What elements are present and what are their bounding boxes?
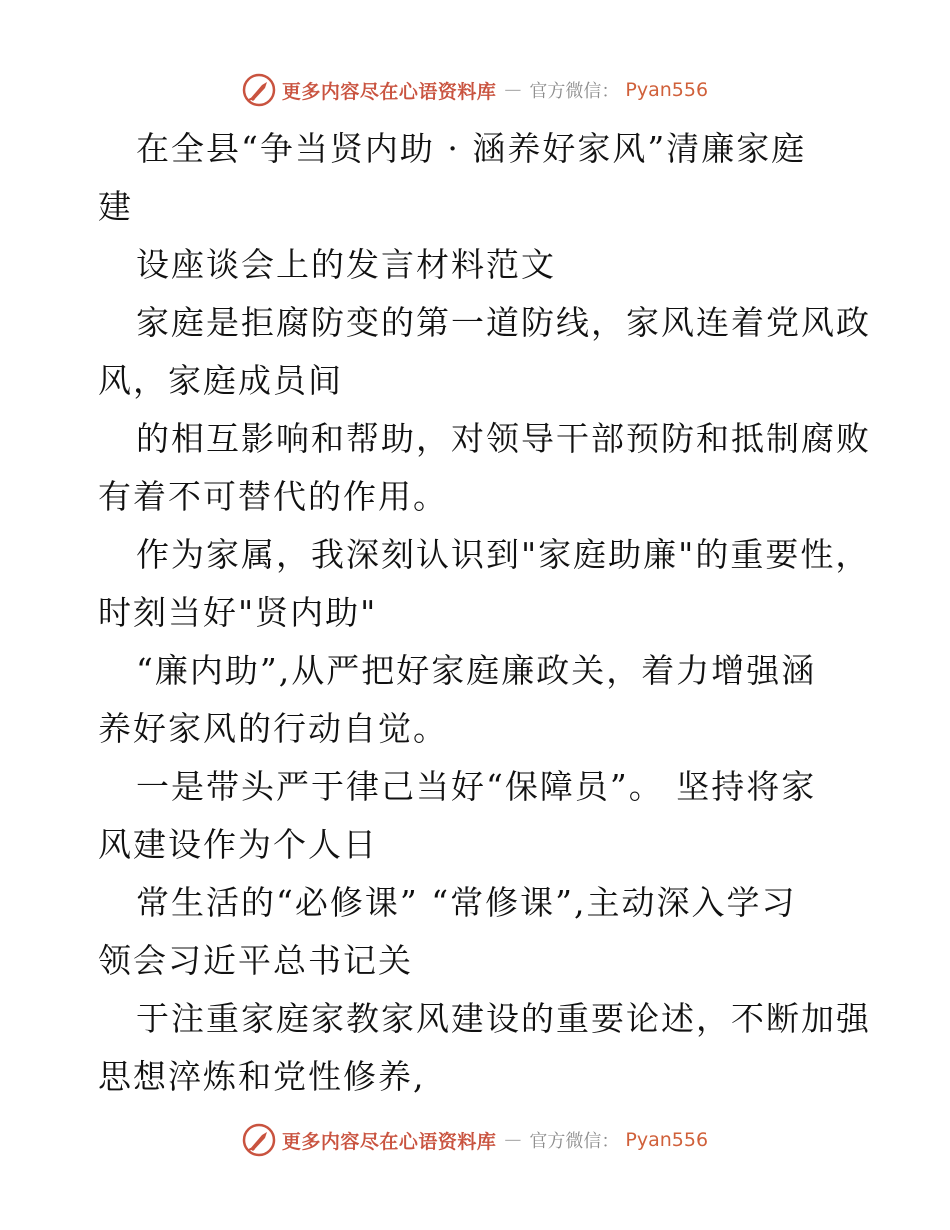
paragraph-line: 风建设作为个人日: [98, 825, 378, 864]
wechat-id: Pyan556: [625, 1129, 709, 1151]
paragraph-line: 思想淬炼和党性修养,: [98, 1057, 426, 1096]
wechat-label: 官方微信：: [529, 1131, 620, 1152]
title-line-3: 设座谈会上的发言材料范文: [136, 245, 556, 284]
paragraph-line: 时刻当好"贤内助": [98, 593, 378, 632]
header-watermark: [0, 70, 950, 110]
brand-separator: —: [504, 80, 522, 100]
paragraph-line: 有着不可替代的作用。: [98, 477, 448, 516]
pen-logo-icon: [242, 73, 276, 107]
footer-watermark: [0, 1120, 950, 1160]
paragraph-line: 常生活的“必修课” “常修课”,主动深入学习: [136, 883, 797, 922]
document-body: [98, 120, 871, 1106]
paragraph-line: 领会习近平总书记关: [98, 941, 413, 980]
paragraph-line: 家庭是拒腐防变的第一道防线，家风连着党风政: [136, 303, 871, 342]
paragraph-line: 风，家庭成员间: [98, 361, 343, 400]
title-line-1: 在全县“争当贤内助 · 涵养好家风”清廉家庭: [136, 129, 807, 168]
paragraph-line: 作为家属，我深刻认识到"家庭助廉"的重要性，: [136, 535, 871, 574]
wechat-id: Pyan556: [625, 79, 709, 101]
paragraph-line: 于注重家庭家教家风建设的重要论述，不断加强: [136, 999, 871, 1038]
wechat-label: 官方微信：: [529, 81, 620, 102]
brand-text: 更多内容尽在心语资料库: [281, 1130, 497, 1153]
paragraph-line: 的相互影响和帮助，对领导干部预防和抵制腐败: [136, 419, 871, 458]
brand-separator: —: [504, 1130, 522, 1150]
pen-logo-icon: [242, 1123, 276, 1157]
paragraph-line: 一是带头严于律己当好“保障员”。 坚持将家: [136, 767, 817, 806]
brand-text: 更多内容尽在心语资料库: [281, 80, 497, 103]
title-line-2: 建: [98, 187, 133, 226]
paragraph-line: “廉内助”,从严把好家庭廉政关，着力增强涵: [136, 651, 817, 690]
paragraph-line: 养好家风的行动自觉。: [98, 709, 448, 748]
